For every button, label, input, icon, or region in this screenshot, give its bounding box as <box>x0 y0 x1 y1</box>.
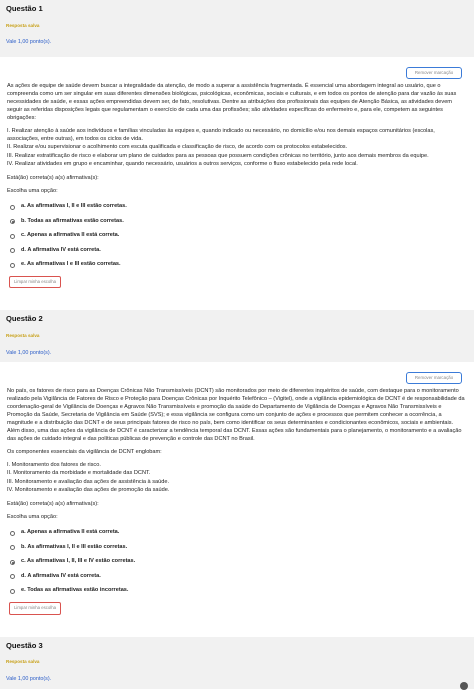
question-1-items <box>7 128 467 169</box>
radio-button[interactable] <box>10 263 15 268</box>
radio-button-selected[interactable] <box>10 219 15 224</box>
question-1-remove-flag-button[interactable]: Remover marcação <box>406 67 462 79</box>
question-2-flag-row <box>0 370 474 388</box>
question-2-title: Questão 2 <box>6 314 43 324</box>
question-2-item: IV. Monitoramento e avaliação das ações de promoção da saúde. <box>7 487 170 494</box>
question-1-info <box>0 0 474 57</box>
question-3-status: Resposta salva <box>6 659 40 665</box>
question-1-option-d[interactable]: d. A afirmativa IV está correta. <box>10 243 467 258</box>
question-1-item: II. Realizar e/ou supervisionar o acolhimento com escuta qualificada e classificação de risco, de acordo com os protocolos estabelecidos. <box>7 144 348 151</box>
question-1-title: Questão 1 <box>6 4 43 13</box>
question-2-option-a[interactable]: a. Apenas a afirmativa II está correta. <box>10 526 467 541</box>
question-2-lead: Os componentes essenciais da vigilância de DCNT englobam: <box>7 448 162 455</box>
question-1-choose-label: Escolha uma opção: <box>7 187 58 194</box>
question-2-option-c[interactable]: c. As afirmativas I, II, III e IV estão corretas. <box>10 555 467 570</box>
question-1-grade: Vale 1,00 ponto(s). <box>6 39 52 46</box>
question-2-grade: Vale 1,00 ponto(s). <box>6 349 52 356</box>
radio-button[interactable] <box>10 545 15 550</box>
question-2-remove-flag-button[interactable]: Remover marcação <box>406 372 462 384</box>
question-1-option-e[interactable]: e. As afirmativas I e III estão corretas. <box>10 258 467 273</box>
spacer <box>0 288 474 310</box>
question-2-option-d[interactable]: d. A afirmativa IV está correta. <box>10 569 467 584</box>
question-2-info <box>0 310 474 362</box>
radio-button[interactable] <box>10 589 15 594</box>
question-1-flag-row <box>0 65 474 83</box>
question-1-option-a[interactable]: a. As afirmativas I, II e III estão corretas. <box>10 200 467 215</box>
question-2-item: II. Monitoramento da morbidade e mortalidade das DCNT. <box>7 470 151 477</box>
question-2-items <box>7 462 467 495</box>
question-3-grade: Vale 1,00 ponto(s). <box>6 675 52 682</box>
question-1-item: I. Realizar atenção à saúde aos indivíduos e famílias vinculadas às equipes e, quando indicado ou necessário, no domicílio e/ou nos demais espaços comunitários (escolas, associações, entre outras), em todos os ciclos de vida. <box>7 127 435 142</box>
spacer <box>0 615 474 637</box>
question-2-clear-choice-button[interactable]: Limpar minha escolha <box>9 602 61 614</box>
question-2-item: III. Monitoramento e avaliação das ações de assistência à saúde. <box>7 478 170 485</box>
question-3-title: Questão 3 <box>6 640 43 650</box>
question-1-clear-choice-button[interactable]: Limpar minha escolha <box>9 276 61 288</box>
question-2-body <box>0 388 474 614</box>
question-1-item: IV. Realizar atividades em grupo e encaminhar, quando necessário, usuários a outros serviços, conforme o fluxo estabelecido pela rede local. <box>7 160 358 167</box>
question-2-option-e[interactable]: e. Todas as afirmativas estão incorretas. <box>10 584 467 599</box>
question-2-prompt: Está(ão) correta(s) a(s) afirmativa(s): <box>7 501 99 508</box>
scroll-to-top-icon[interactable] <box>460 682 468 690</box>
question-1-intro: As ações de equipe de saúde devem buscar a integralidade da atenção, de modo a superar a assistência fragmentada. É essencial uma abordagem integral ao usuário, que o compreenda como um ser singular em suas diferentes dimensões biológicas, psicológicas, econômicas, sociais e culturais, e em todos os pontos de atenção para dar vazão às suas necessidades de saúde, e essas ações empreendidas devem ser, de fato, resolutivas. Dentre as atribuições dos profissionais das equipes de Atenção Básica, as atividades devem seguir as referidas disposições legais que regulamentam o exercício de cada uma das profissões; são atividades específicas do enfermeiro e, para ele, competem as seguintes obrigações: <box>7 83 457 121</box>
radio-button[interactable] <box>10 205 15 210</box>
question-3-info <box>0 637 474 689</box>
question-2-choose-label: Escolha uma opção: <box>7 514 58 521</box>
question-1-prompt: Está(ão) correta(s) a(s) afirmativa(s): <box>7 174 99 181</box>
radio-button[interactable] <box>10 574 15 579</box>
radio-button[interactable] <box>10 234 15 239</box>
question-1-option-b[interactable]: b. Todas as afirmativas estão corretas. <box>10 214 467 229</box>
question-2-option-b[interactable]: b. As afirmativas I, II e III estão corretas. <box>10 540 467 555</box>
question-2-intro: No país, os fatores de risco para as Doenças Crônicas Não Transmissíveis (DCNT) são monitorados por meio de diferentes inquéritos de saúde, com destaque para o monitoramento realizado pela Vigilância de Fatores de Risco e Proteção para Doenças Crônicas por Inquérito Telefônico – (Vigitel), onde a vigilância epidemiológica de DCNT é de responsabilidade da coordenação-geral de Vigilância de Doenças e Agravos Não Transmissíveis e promoção da saúde do Departamento de Vigilância de Doenças e Agravos Não Transmissíveis e Promoção da Saúde, Secretaria de Vigilância em Saúde (SVS); e essa vigilância se configura como um conjunto de ações e processos que permitem conhecer a ocorrência, a magnitude e a distribuição das DCNT e de seus principais fatores de risco no país, bem como identificar os seus determinantes e condicionantes econômicos, sociais e ambientais. Além disso, uma das ações da vigilância de DCNT é caracterizar a tendência temporal das DCNT. Essas ações são fundamentais para o planejamento, o monitoramento e a avaliação das ações de cuidado integral e das políticas públicas de prevenção e controle das DCNT no Brasil. <box>7 388 465 442</box>
question-1-option-c[interactable]: c. Apenas a afirmativa II está correta. <box>10 229 467 244</box>
question-1-item: III. Realizar estratificação de risco e elaborar um plano de cuidados para as pessoas que possuem condições crônicas no território, junto aos demais membros da equipe. <box>7 152 429 159</box>
radio-button[interactable] <box>10 531 15 536</box>
question-1-status: Resposta salva <box>6 22 40 28</box>
question-2-status: Resposta salva <box>6 333 40 339</box>
question-1-body <box>0 83 474 288</box>
question-2-item: I. Monitoramento dos fatores de risco. <box>7 461 101 468</box>
radio-button[interactable] <box>10 248 15 253</box>
radio-button-selected[interactable] <box>10 560 15 565</box>
